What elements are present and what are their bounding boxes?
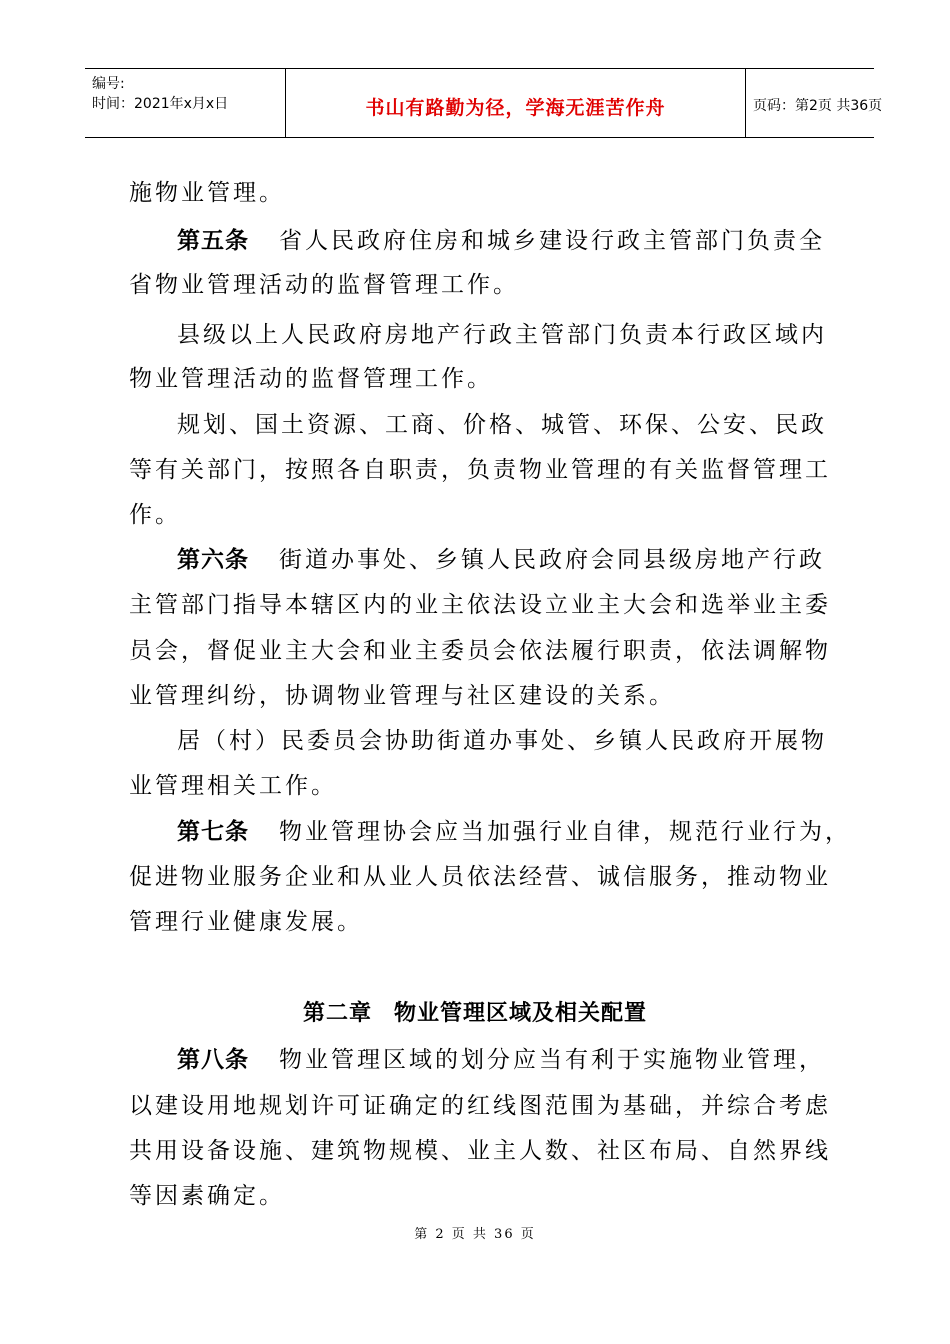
page-header <box>85 68 883 138</box>
text-line: 规划、国土资源、工商、价格、城管、环保、公安、民政 <box>177 412 827 438</box>
header-motto-cell <box>285 69 746 137</box>
document-number: 编号: <box>92 76 125 92</box>
text-line: 街道办事处、乡镇人民政府会同县级房地产行政 <box>279 547 825 573</box>
article-5 <box>177 222 825 255</box>
header-page-info: 页码：第2页 共36页 <box>753 98 883 114</box>
text-line: 以建设用地规划许可证确定的红线图范围为基础，并综合考虑 <box>129 1093 831 1119</box>
text-line: 管理行业健康发展。 <box>129 909 363 935</box>
chapter-number: 第二章 <box>302 1001 372 1026</box>
article-7 <box>177 813 851 846</box>
header-motto: 书山有路勤为径，学海无涯苦作舟 <box>365 97 666 119</box>
text-line: 等因素确定。 <box>129 1183 285 1209</box>
text-line: 省物业管理活动的监督管理工作。 <box>129 272 519 298</box>
article-heading: 第五条 <box>177 228 249 254</box>
text-line: 等有关部门，按照各自职责，负责物业管理的有关监督管理工 <box>129 457 831 483</box>
chapter-title: 物业管理区域及相关配置 <box>394 1001 648 1026</box>
article-heading: 第七条 <box>177 819 249 845</box>
text-line: 主管部门指导本辖区内的业主依法设立业主大会和选举业主委 <box>129 592 831 618</box>
document-time: 时间：2021年x月x日 <box>92 96 229 112</box>
article-heading: 第八条 <box>177 1047 249 1073</box>
text-line: 共用设备设施、建筑物规模、业主人数、社区布局、自然界线 <box>129 1138 831 1164</box>
text-line: 促进物业服务企业和从业人员依法经营、诚信服务，推动物业 <box>129 864 831 890</box>
text-line: 物业管理区域的划分应当有利于实施物业管理， <box>279 1047 825 1073</box>
text-line: 业管理相关工作。 <box>129 773 337 799</box>
chapter-heading <box>0 996 950 1027</box>
text-line: 施物业管理。 <box>129 180 285 206</box>
text-line: 员会，督促业主大会和业主委员会依法履行职责，依法调解物 <box>129 638 831 664</box>
text-line: 物业管理协会应当加强行业自律，规范行业行为， <box>279 819 851 845</box>
header-page-cell <box>745 69 883 137</box>
text-line: 业管理纠纷，协调物业管理与社区建设的关系。 <box>129 683 675 709</box>
page-footer: 第 2 页 共 36 页 <box>414 1227 536 1242</box>
text-line: 居（村）民委员会协助街道办事处、乡镇人民政府开展物 <box>177 728 827 754</box>
article-8 <box>177 1041 825 1074</box>
text-line: 省人民政府住房和城乡建设行政主管部门负责全 <box>279 228 825 254</box>
header-meta <box>85 69 285 137</box>
article-6 <box>177 541 825 574</box>
text-line: 县级以上人民政府房地产行政主管部门负责本行政区域内 <box>177 322 827 348</box>
article-heading: 第六条 <box>177 547 249 573</box>
text-line: 物业管理活动的监督管理工作。 <box>129 366 493 392</box>
text-line: 作。 <box>129 502 181 528</box>
